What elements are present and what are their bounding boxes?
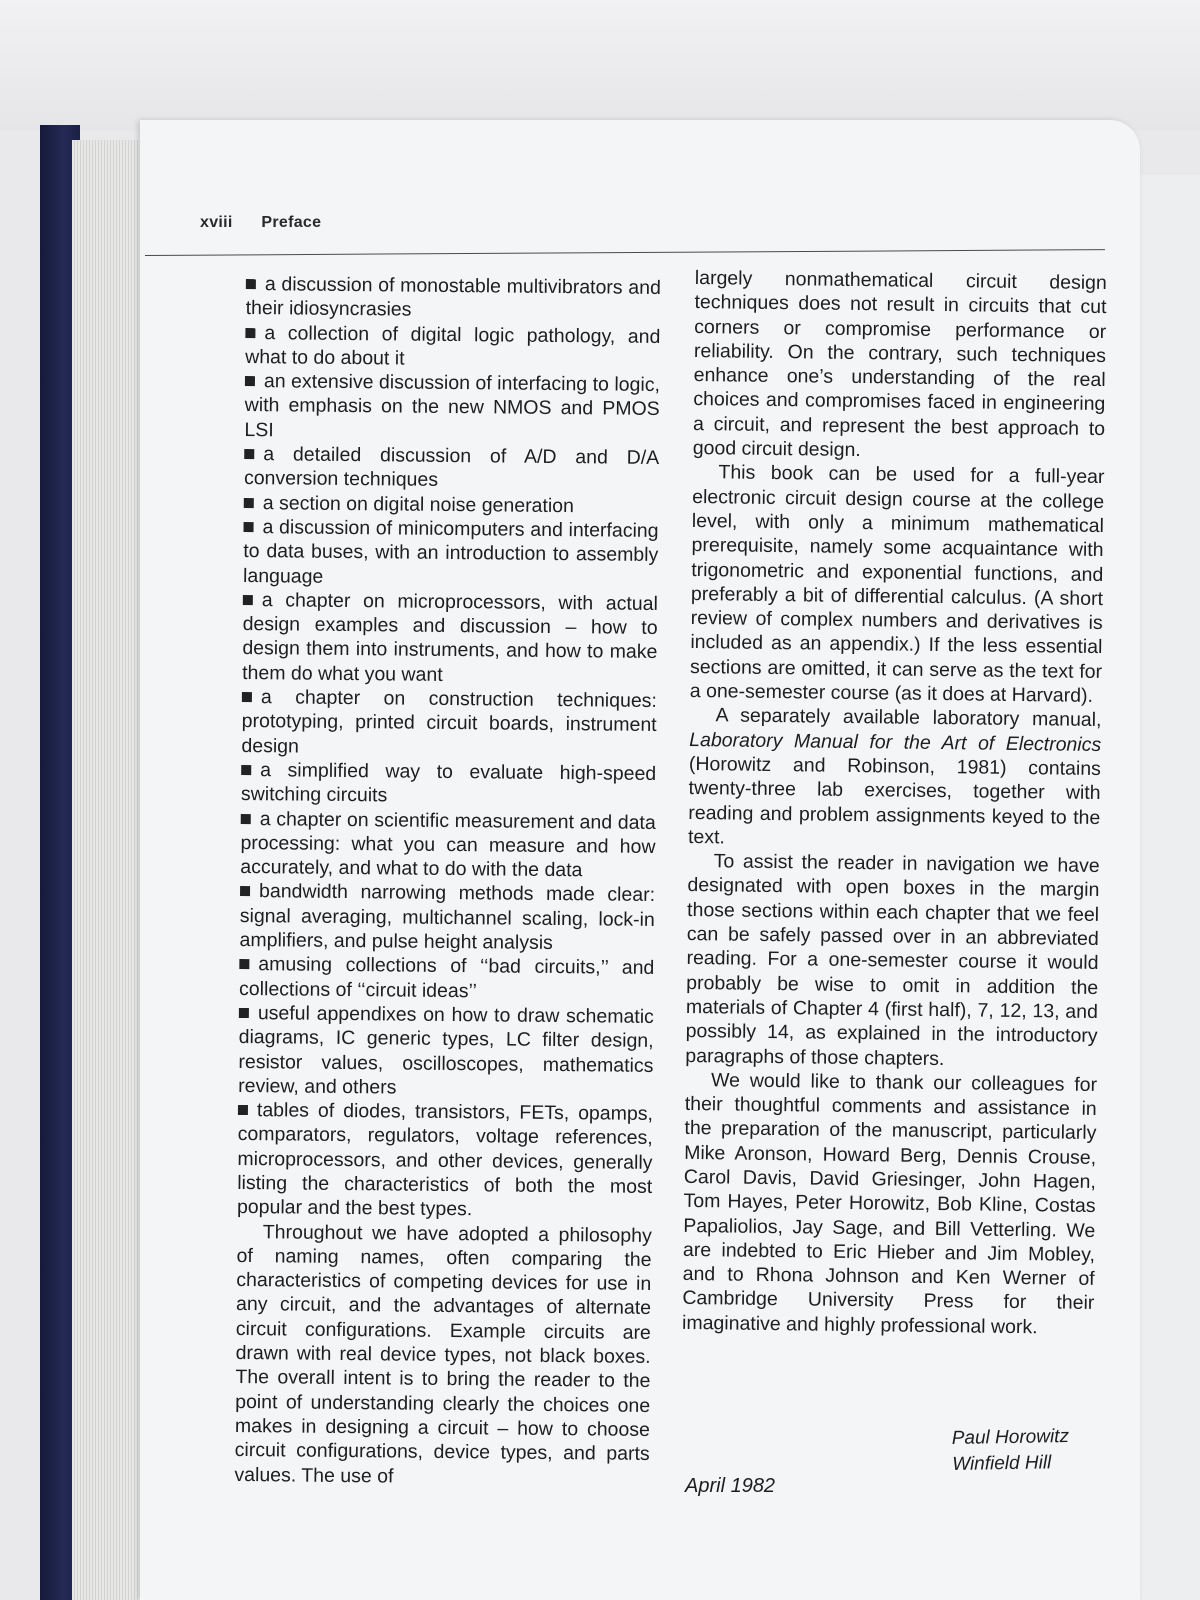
list-item: a chapter on scientific measurement and data processing: what you can measure and how accurately, and what to do with the data	[240, 807, 656, 882]
bullet-icon	[242, 692, 252, 702]
page-stack-edges	[72, 140, 150, 1600]
body-paragraph: To assist the reader in navigation we have designated with open boxes in the margin those sections within each chapter that we feel can be safely passed over in an abbreviated reading. For a one-semester course it would probably be wise to omit in addition the materials of Chapter 4 (first half), 7, 12, 13, and possibly 14, as explained in the introductory paragraphs of those chapters.	[685, 850, 1100, 1070]
bullet-icon	[241, 814, 251, 824]
bullet-icon	[240, 886, 250, 896]
background-wall	[0, 0, 1200, 130]
list-item: a discussion of monostable multivibrators and their idiosyncrasies	[245, 273, 661, 321]
running-header	[200, 214, 321, 232]
list-item: a section on digital noise generation	[244, 491, 659, 519]
body-paragraph: We would like to thank our colleagues for their thoughtful comments and assistance in the preparation of the manuscript, particularly Mike Aronson, Howard Berg, Dennis Crouse, Carol Davis, David Griesinger, John Hagen, Tom Hayes, Peter Horowitz, Bob Kline, Costas Papaliolios, Jay Sage, and Bill Vetterling. We are indebted to Eric Hieber and Jim Mobley, and to Rhona Johnson and Ken Werner of Cambridge University Press for their imaginative and highly professional work.	[681, 1069, 1098, 1339]
bullet-icon	[245, 376, 255, 386]
body-paragraph: largely nonmathematical circuit design techniques does not result in circuits that cut corners or compromise performance or reliability. On the contrary, such techniques enhance one’s understanding of the real choices and compromises faced in engineering a circuit, and represent the best approach to good circuit design.	[692, 266, 1107, 462]
bullet-icon	[244, 522, 254, 532]
section-title: Preface	[261, 214, 322, 231]
bullet-icon	[244, 449, 254, 459]
author-name: Paul Horowitz	[951, 1425, 1070, 1450]
body-paragraph: A separately available laboratory manual, Laboratory Manual for the Art of Electronics (Horowitz and Robinson, 1981) contains twenty-three lab exercises, together with reading and problem assignments keyed to the text.	[687, 704, 1102, 849]
book-page	[140, 120, 1140, 1600]
list-item: a discussion of minicomputers and interfacing to data buses, with an introduction to assembly language	[242, 516, 659, 588]
body-paragraph: This book can be used for a full-year electronic circuit design course at the college level, with only a minimum mathematical prerequisite, namely some acquaintance with trigonometric and exponential functions, and preferably a bit of differential calculus. (A short review of complex numbers and derivatives is included as an appendix.) If the less essential sections are omitted, it can serve as the text for a one-semester course (as it does at Harvard).	[689, 461, 1105, 707]
bullet-icon	[244, 498, 254, 508]
bullet-icon	[241, 765, 251, 775]
body-paragraph: Throughout we have adopted a philosophy of naming names, often comparing the characteristics of competing devices for use in any circuit, and the advantages of alternate circuit configurations. Example circuits are drawn with real device types, not black boxes. The overall intent is to bring the reader to the point of understanding clearly the choices one makes in designing a circuit – how to choose circuit configurations, device types, and parts values. The use of	[234, 1220, 652, 1488]
preface-date: April 1982	[685, 1475, 776, 1497]
book-title: Laboratory Manual for the Art of Electronics	[689, 728, 1102, 756]
list-item: tables of diodes, transistors, FETs, opamps, comparators, regulators, voltage references, microprocessors, and other devices, generally listing the characteristics of both the most popular and the best types.	[236, 1099, 654, 1221]
author-signature	[952, 1424, 1070, 1478]
list-item: amusing collections of ‘‘bad circuits,’’ and collections of ‘‘circuit ideas’’	[239, 953, 655, 1002]
list-item: a chapter on microprocessors, with actual design examples and discussion – how to design them into instruments, and how to make them do what you want	[242, 589, 658, 686]
list-item: bandwidth narrowing methods made clear: signal averaging, multichannel scaling, lock-in amplifiers, and pulse height analysis	[239, 880, 656, 954]
bullet-icon	[246, 279, 256, 289]
list-item: a collection of digital logic pathology, and what to do about it	[245, 321, 661, 370]
author-name: Winfield Hill	[952, 1452, 1052, 1476]
header-rule	[145, 249, 1105, 256]
list-item: a chapter on construction techniques: prototyping, printed circuit boards, instrument design	[241, 686, 658, 758]
list-item: an extensive discussion of interfacing to logic, with emphasis on the new NMOS and PMOS LSI	[244, 370, 661, 442]
left-column	[234, 272, 661, 1491]
list-item: useful appendixes on how to draw schematic diagrams, IC generic types, LC filter design, resistor values, oscilloscopes, mathematics review, and others	[238, 1002, 654, 1099]
bullet-icon	[239, 959, 249, 969]
bullet-icon	[238, 1105, 248, 1115]
bullet-icon	[243, 595, 253, 605]
right-column	[682, 266, 1107, 1340]
list-item: a simplified way to evaluate high-speed switching circuits	[240, 759, 657, 807]
list-item: a detailed discussion of A/D and D/A conversion techniques	[243, 443, 660, 492]
page-number: xviii	[200, 214, 233, 231]
bullet-icon	[245, 328, 255, 338]
bullet-icon	[239, 1008, 249, 1018]
